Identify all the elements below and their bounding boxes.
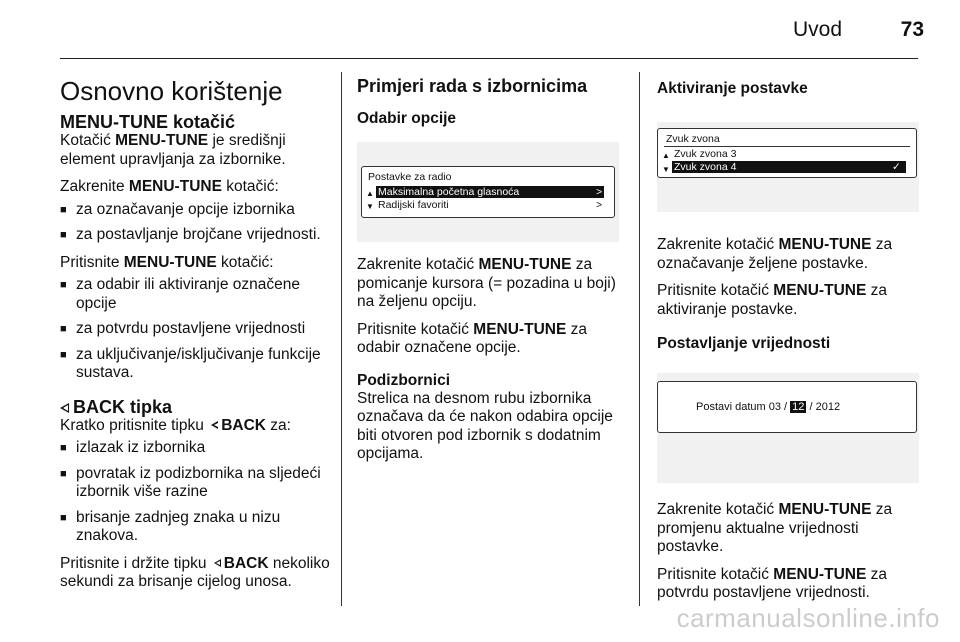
radio-settings-screen: [361, 166, 615, 218]
screen-divider: [664, 146, 910, 147]
paragraph: Strelica na desnom rubu izbornika označava da će nakon odabira opcije biti otvoren pod izbornik s dodatnim opcijama.: [357, 389, 613, 462]
list-item: ■ za označavanje opcije izbornika: [60, 201, 332, 220]
list-item: ■ povratak iz podizbornika na sljedeći izbornik više razine: [60, 465, 332, 502]
down-arrow-icon: ▼: [366, 202, 374, 211]
menutune-heading: MENU-TUNE kotačić: [60, 112, 236, 132]
screen-row: Zvuk zvona 3: [674, 148, 737, 160]
list-item: ■ za uključivanje/isključivanje funkcije sustava.: [60, 346, 332, 383]
list-item: ■ brisanje zadnjeg znaka u nizu znakova.: [60, 509, 332, 546]
bullet-list: [60, 439, 332, 546]
back-arrow-icon: [214, 559, 221, 567]
paragraph: Zakrenite MENU-TUNE kotačić:: [60, 178, 279, 195]
back-heading: BACK tipka: [60, 397, 332, 417]
submenus-heading: Podizbornici: [357, 371, 450, 389]
column-divider-1: [341, 72, 342, 606]
list-item: ■ za odabir ili aktiviranje označene opcije: [60, 276, 332, 313]
checkmark-icon: ✓: [892, 161, 901, 173]
section-title: Osnovno korištenje: [60, 76, 283, 106]
bullet-list: [60, 276, 332, 383]
column-1: [60, 72, 332, 601]
paragraph: Pritisnite kotačić MENU-TUNE za odabir označene opcije.: [357, 320, 587, 356]
back-arrow-icon: [211, 421, 218, 429]
examples-title: Primjeri rada s izbornicima: [357, 76, 588, 96]
select-option-heading: Odabir opcije: [357, 110, 457, 127]
list-item: ■ za potvrdu postavljene vrijednosti: [60, 320, 332, 339]
screen-heading: Postavke za radio: [368, 171, 452, 183]
bullet-list: [60, 201, 332, 245]
screen-row: Radijski favoriti: [378, 199, 449, 211]
down-arrow-icon: ▼: [662, 165, 670, 174]
up-arrow-icon: ▲: [662, 151, 670, 160]
activate-setting-heading: Aktiviranje postavke: [657, 80, 808, 97]
chevron-right-icon: >: [596, 186, 603, 198]
paragraph: Pritisnite MENU-TUNE kotačić:: [60, 253, 274, 271]
list-item: ■ izlazak iz izbornika: [60, 439, 332, 458]
date-value-row: Postavi datum 03 / 12 / 2012: [696, 401, 841, 413]
list-item: ■ za postavljanje brojčane vrijednosti.: [60, 226, 332, 245]
chevron-right-icon: >: [596, 199, 603, 211]
paragraph: Zakrenite kotačić MENU-TUNE za promjenu aktualne vrijednosti postavke.: [657, 501, 893, 555]
ringtone-screen: [657, 128, 917, 178]
date-setting-screen: [657, 381, 917, 433]
screen-heading: Zvuk zvona: [666, 133, 720, 145]
column-2: [357, 72, 625, 473]
set-value-heading: Postavljanje vrijednosti: [657, 335, 831, 352]
screen-illustration: [357, 142, 619, 242]
up-arrow-icon: ▲: [366, 189, 374, 198]
screen-illustration: [657, 122, 919, 212]
paragraph: Zakrenite kotačić MENU-TUNE za pomicanje kursora (= pozadina u boji) na željenu opciju.: [357, 256, 616, 310]
page-number: 73: [900, 18, 924, 41]
header-divider: [60, 58, 918, 59]
paragraph: Zakrenite kotačić MENU-TUNE za označavanje željene postavke.: [657, 236, 893, 272]
screen-row-selected: Maksimalna početna glasnoća: [376, 186, 604, 198]
paragraph: Pritisnite i držite tipku BACK nekoliko sekundi za brisanje cijelog unosa.: [60, 554, 330, 590]
watermark: carmanualsonline.info: [676, 603, 940, 633]
paragraph: Pritisnite kotačić MENU-TUNE za potvrdu postavljene vrijednosti.: [657, 565, 887, 601]
column-3: [657, 72, 919, 612]
back-arrow-icon: [60, 403, 69, 413]
screen-illustration: [657, 373, 919, 483]
paragraph: Kratko pritisnite tipku BACK za:: [60, 416, 291, 434]
screen-row-selected: Zvuk zvona 4: [672, 161, 906, 173]
paragraph: Pritisnite kotačić MENU-TUNE za aktiviranje postavke.: [657, 282, 887, 318]
column-divider-2: [639, 72, 640, 606]
page-header-title: Uvod: [792, 18, 842, 41]
paragraph: Kotačić MENU-TUNE je središnji element upravljanja za izbornike.: [60, 132, 286, 168]
